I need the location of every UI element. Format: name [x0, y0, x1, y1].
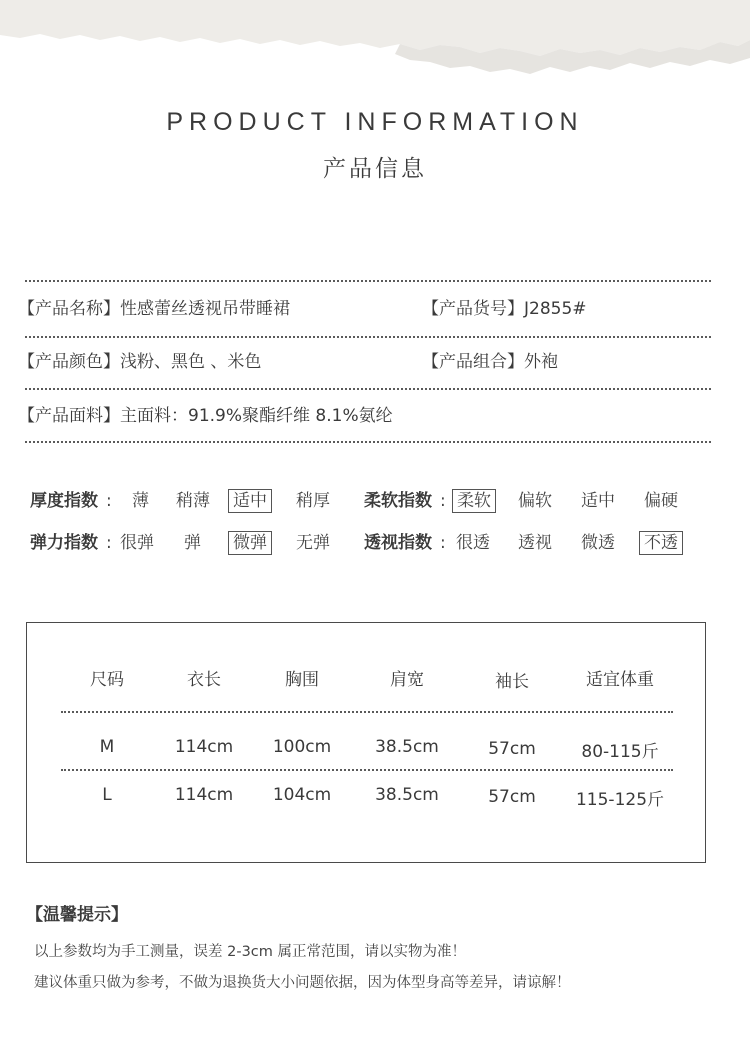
softness-option-selected: 柔软 [452, 489, 496, 513]
divider [25, 336, 711, 338]
transparency-index-label: 透视指数 [364, 533, 432, 553]
tips-line-1: 以上参数均为手工测量，误差 2-3cm 属正常范围，请以实物为准！ [34, 944, 466, 960]
thickness-option-2: 稍薄 [176, 491, 210, 511]
product-sku-value: J2855# [524, 299, 587, 319]
divider [25, 280, 711, 282]
product-combo-label: 【产品组合】 [422, 352, 524, 372]
info-row-name-sku [18, 294, 718, 324]
transparency-option-1: 很透 [456, 533, 490, 553]
title-chinese: 产品信息 [323, 156, 427, 182]
table-cell: 80-115斤 [581, 742, 659, 762]
info-row-fabric [18, 401, 718, 431]
shoulder-header: 肩宽 [390, 670, 424, 690]
weight-header: 适宜体重 [586, 670, 654, 690]
softness-option-3: 适中 [581, 491, 615, 511]
divider [25, 441, 711, 443]
table-cell: 100cm [272, 737, 332, 757]
elasticity-index-label: 弹力指数 [30, 533, 98, 553]
table-cell: 38.5cm [375, 737, 439, 757]
table-cell: 57cm [488, 739, 536, 759]
product-name-value: 性感蕾丝透视吊带睡裙 [120, 299, 290, 319]
product-fabric-label: 【产品面料】 [18, 406, 120, 426]
product-color [18, 347, 261, 377]
table-cell: M [99, 737, 115, 757]
elasticity-index-sep: : [106, 533, 112, 553]
product-sku [422, 294, 587, 324]
info-row-color-combo [18, 347, 718, 377]
thickness-option-4: 稍厚 [296, 491, 330, 511]
index-row-1 [30, 487, 730, 515]
softness-index-sep: : [440, 491, 446, 511]
table-cell: 104cm [272, 785, 332, 805]
thickness-index-sep: : [106, 491, 112, 511]
table-cell: 114cm [174, 785, 234, 805]
transparency-option-selected: 不透 [639, 531, 683, 555]
elasticity-option-selected: 微弹 [228, 531, 272, 555]
table-cell: 115-125斤 [575, 790, 665, 810]
size-table [26, 622, 706, 863]
table-cell: 57cm [488, 787, 536, 807]
product-color-value: 浅粉、黑色 、米色 [120, 352, 262, 372]
elasticity-option-2: 弹 [184, 533, 201, 553]
tips-line-2: 建议体重只做为参考，不做为退换货大小问题依据，因为体型身高等差异，请谅解！ [34, 975, 571, 991]
product-name-label: 【产品名称】 [18, 299, 120, 319]
table-cell: 114cm [174, 737, 234, 757]
title-english: PRODUCT INFORMATION [166, 108, 584, 136]
product-sku-label: 【产品货号】 [422, 299, 524, 319]
thickness-index-label: 厚度指数 [30, 491, 98, 511]
index-row-2 [30, 529, 730, 557]
softness-option-4: 偏硬 [644, 491, 678, 511]
table-divider [61, 769, 673, 771]
table-cell: 38.5cm [375, 785, 439, 805]
length-header: 衣长 [187, 670, 221, 690]
divider [25, 388, 711, 390]
tips-title: 【温馨提示】 [26, 905, 128, 925]
thickness-option-selected: 适中 [228, 489, 272, 513]
thickness-option-1: 薄 [132, 491, 149, 511]
product-color-label: 【产品颜色】 [18, 352, 120, 372]
transparency-option-3: 微透 [581, 533, 615, 553]
product-combo [422, 347, 558, 377]
softness-index-label: 柔软指数 [364, 491, 432, 511]
product-fabric [18, 401, 393, 431]
table-divider [61, 711, 673, 713]
torn-paper-header [0, 0, 750, 80]
transparency-index-sep: : [440, 533, 446, 553]
softness-option-2: 偏软 [518, 491, 552, 511]
bust-header: 胸围 [285, 670, 319, 690]
transparency-option-2: 透视 [518, 533, 552, 553]
elasticity-option-1: 很弹 [120, 533, 154, 553]
elasticity-option-4: 无弹 [296, 533, 330, 553]
table-cell: L [102, 785, 112, 805]
sleeve-header: 袖长 [495, 672, 529, 692]
product-combo-value: 外袍 [524, 352, 558, 372]
product-fabric-value: 主面料：91.9%聚酯纤维 8.1%氨纶 [120, 406, 393, 426]
size-header: 尺码 [90, 670, 124, 690]
product-name [18, 294, 290, 324]
